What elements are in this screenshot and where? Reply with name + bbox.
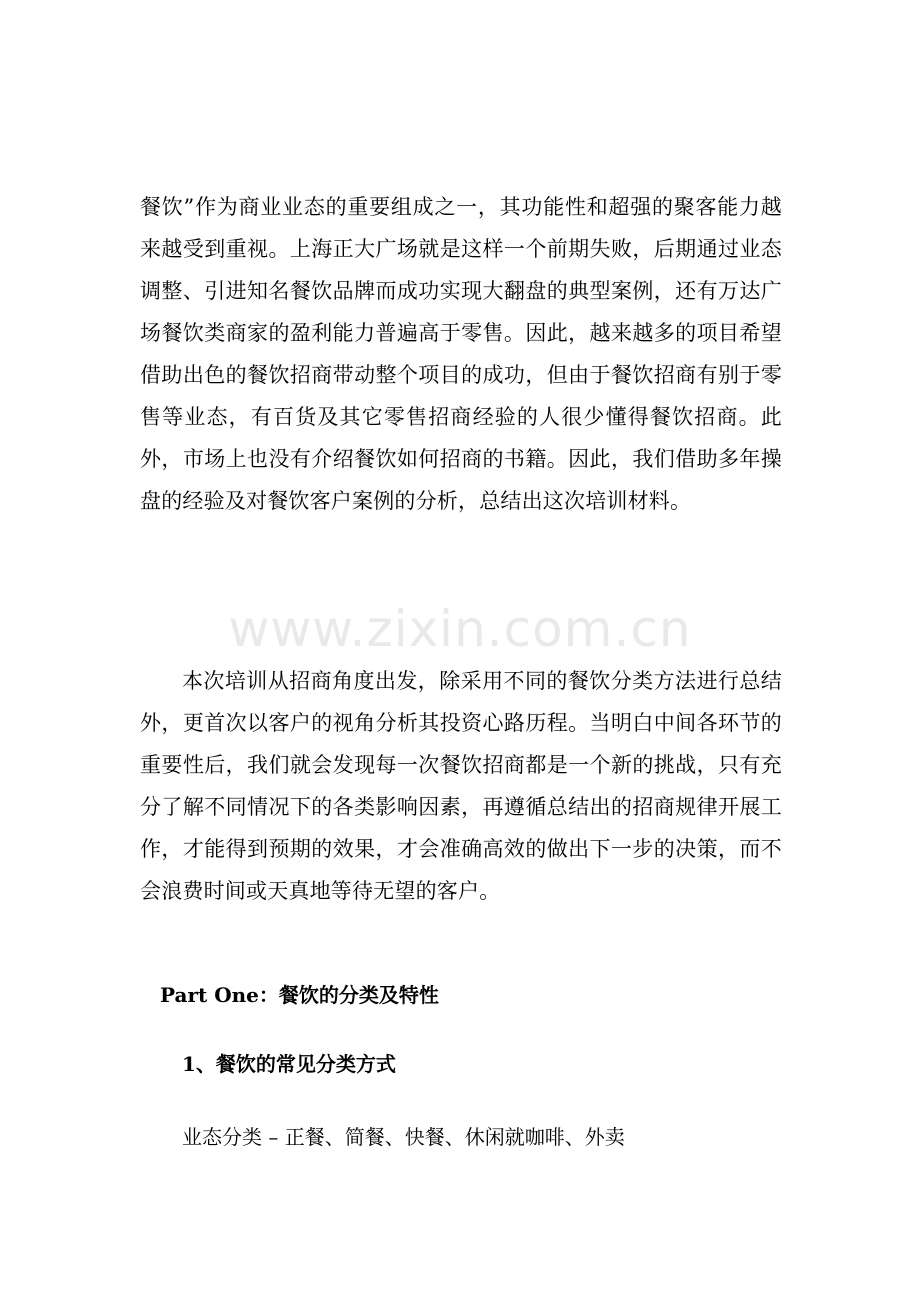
body-paragraph-training: 本次培训从招商角度出发，除采用不同的餐饮分类方法进行总结外，更首次以客户的视角分析其投资心路历程。当明白中间各环节的重要性后，我们就会发现每一次餐饮招商都是一个新的挑战，只有充分了解不同情况下的各类影响因素，再遵循总结出的招商规律开展工作，才能得到预期的效果，才会准确高效的做出下一步的决策，而不会浪费时间或天真地等待无望的客户。: [140, 669, 782, 903]
watermark: www.zixin.com.cn: [228, 600, 692, 658]
body-paragraph-intro: 餐饮”作为商业业态的重要组成之一，其功能性和超强的聚客能力越来越受到重视。上海正大广场就是这样一个前期失败，后期通过业态调整、引进知名餐饮品牌而成功实现大翻盘的典型案例，还有万达广场餐饮类商家的盈利能力普遍高于零售。因此，越来越多的项目希望借助出色的餐饮招商带动整个项目的成功，但由于餐饮招商有别于零售等业态，有百货及其它零售招商经验的人很少懂得餐饮招商。此外，市场上也没有介绍餐饮如何招商的书籍。因此，我们借助多年操盘的经验及对餐饮客户案例的分析，总结出这次培训材料。: [140, 195, 782, 513]
part-heading: Part One：餐饮的分类及特性: [160, 983, 439, 1007]
section-heading: 1、餐饮的常见分类方式: [182, 1052, 396, 1076]
category-line: 业态分类 – 正餐、简餐、快餐、休闲就咖啡、外卖: [182, 1125, 625, 1149]
